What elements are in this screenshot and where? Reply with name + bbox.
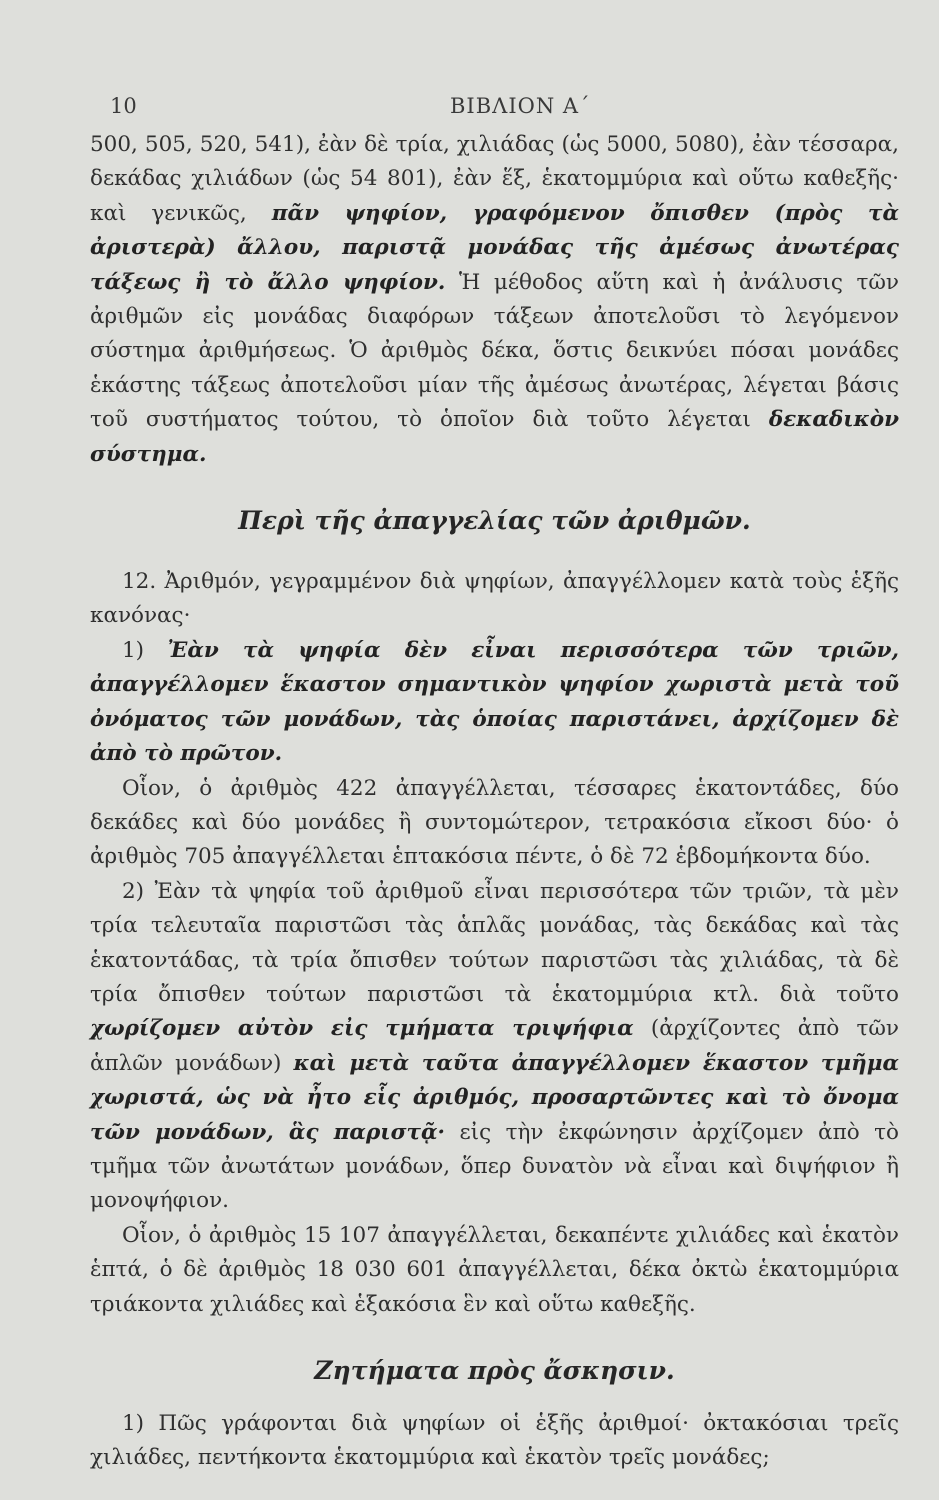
- paragraph-text: (ἀρχίζοντες ἀπὸ τῶν ἁπλῶν μονάδων): [90, 1016, 900, 1076]
- page-number: 10: [110, 94, 137, 118]
- running-head: [90, 88, 899, 128]
- book-title: ΒΙΒΛΙΟΝ Α΄: [450, 94, 591, 118]
- section-heading-exercises: Ζητήματα πρὸς ἄσκησιν.: [314, 1356, 675, 1385]
- emphasized-rule: καὶ μετὰ ταῦτα ἀπαγγέλλομεν ἕκαστον τμῆμα χωριστά, ὡς νὰ ἦτο εἷς ἀριθμός, προσαρτῶντες καὶ τὸ ὄνομα τῶν μονάδων, ἃς παριστᾷ·: [90, 1050, 899, 1145]
- rule-two: [90, 875, 899, 1219]
- example-one: Οἷον, ὁ ἀριθμὸς 422 ἀπαγγέλλεται, τέσσαρες ἑκατοντάδες, δύο δεκάδες καὶ δύο μονάδες ἢ συντομώτερον, τετρακόσια εἴκοσι δύο· ὁ ἀριθμὸς 705 ἀπαγγέλλεται ἑπτακόσια πέντε, ὁ δὲ 72 ἑβδομήκοντα δύο.: [90, 775, 899, 870]
- emphasized-term: δεκαδικὸν σύστημα.: [90, 407, 899, 467]
- emphasized-rule: πᾶν ψηφίον, γραφόμενον ὄπισθεν (πρὸς τὰ ἀριστερὰ) ἄλλου, παριστᾷ μονάδας τῆς ἀμέσως ἀνωτέρας τάξεως ἢ τὸ ἄλλο ψηφίον.: [90, 200, 899, 295]
- paragraph-text: Ἡ μέθοδος αὕτη καὶ ἡ ἀνάλυσις τῶν ἀριθμῶν εἰς μονάδας διαφόρων τάξεων ἀποτελοῦσι τὸ λεγόμενον σύστημα ἀριθμήσεως. Ὁ ἀριθμὸς δέκα, ὅστις δεικνύει πόσαι μονάδες ἑκάστης τάξεως ἀποτελοῦσι μίαν τῆς ἀμέσως ἀνωτέρας, λέγεται βάσις τοῦ συστήματος τούτου, τὸ ὁποῖον διὰ τοῦτο λέγεται: [90, 269, 899, 433]
- example-two: Οἷον, ὁ ἀριθμὸς 15 107 ἀπαγγέλλεται, δεκαπέντε χιλιάδες καὶ ἑκατὸν ἑπτά, ὁ δὲ ἀριθμὸς 18 030 601 ἀπαγγέλλεται, δέκα ὀκτὼ ἑκατομμύρια τριάκοντα χιλιάδες καὶ ἑξακόσια ἓν καὶ οὕτω καθεξῆς.: [90, 1222, 899, 1317]
- paragraph-text: 500, 505, 520, 541), ἐὰν δὲ τρία, χιλιάδας (ὡς 5000, 5080), ἐὰν τέσσαρα, δεκάδας χιλιάδων (ὡς 54 801), ἐὰν ἕξ, ἑκατομμύρια καὶ οὕτω καθεξῆς· καὶ γενικῶς,: [90, 132, 899, 226]
- rule-number: 1): [122, 637, 168, 663]
- section-heading-reading-numbers: Περὶ τῆς ἀπαγγελίας τῶν ἀριθμῶν.: [238, 506, 751, 536]
- emphasized-rule: Ἐὰν τὰ ψηφία δὲν εἶναι περισσότερα τῶν τριῶν, ἀπαγγέλλομεν ἕκαστον σημαντικὸν ψηφίον χωριστὰ μετὰ τοῦ ὀνόματος τῶν μονάδων, τὰς ὁποίας παριστάνει, ἀρχίζομεν δὲ ἀπὸ τὸ πρῶτον.: [90, 637, 899, 767]
- paragraph-text: 2) Ἐὰν τὰ ψηφία τοῦ ἀριθμοῦ εἶναι περισσότερα τῶν τριῶν, τὰ μὲν τρία τελευταῖα παριστῶσι τὰς ἁπλᾶς μονάδας, τὰς δεκάδας καὶ τὰς ἑκατοντάδας, τὰ τρία ὄπισθεν τούτων παριστῶσι τὰς χιλιάδας, τὰ δὲ τρία ὄπισθεν τούτων παριστῶσι τὰ ἑκατομμύρια κτλ. διὰ τοῦτο: [90, 878, 899, 1007]
- paragraph-intro-rules: 12. Ἀριθμόν, γεγραμμένον διὰ ψηφίων, ἀπαγγέλλομεν κατὰ τοὺς ἑξῆς κανόνας·: [90, 569, 899, 629]
- exercise-one: 1) Πῶς γράφονται διὰ ψηφίων οἱ ἑξῆς ἀριθμοί· ὀκτακόσιαι τρεῖς χιλιάδες, πεντήκοντα ἑκατομμύρια καὶ ἑκατὸν τρεῖς μονάδες;: [90, 1411, 899, 1471]
- emphasized-rule: χωρίζομεν αὐτὸν εἰς τμήματα τριψήφια: [90, 1016, 634, 1042]
- paragraph-positional-system: [90, 128, 899, 472]
- paragraph-text: εἰς τὴν ἐκφώνησιν ἀρχίζομεν ἀπὸ τὸ τμῆμα τῶν ἀνωτάτων μονάδων, ὅπερ δυνατὸν νὰ εἶναι καὶ διψήφιον ἢ μονοψήφιον.: [90, 1119, 899, 1214]
- rule-one: [90, 634, 899, 772]
